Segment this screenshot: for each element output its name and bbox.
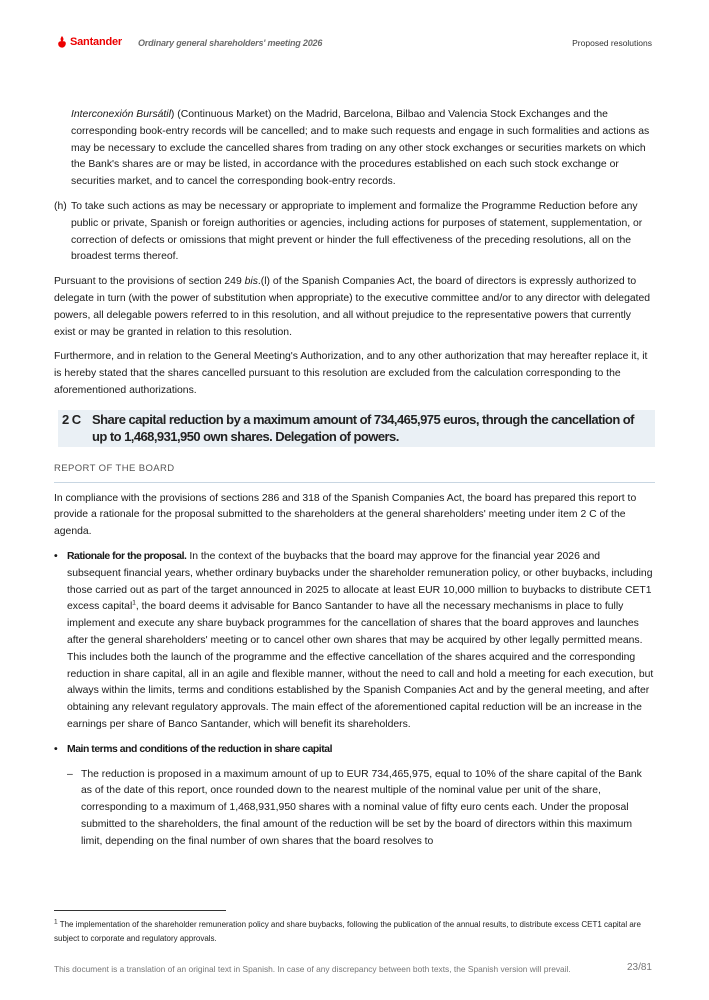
meeting-title: Ordinary general shareholders' meeting 2026	[138, 38, 323, 48]
italic-term: Interconexión Bursátil	[71, 109, 171, 120]
section-title: Share capital reduction by a maximum amount of 734,465,975 euros, through the cancellation of up to 1,468,931,950 own shares. Delegation of powers.	[92, 411, 634, 444]
document-body	[54, 107, 655, 850]
rationale-text-a: In the context of the buybacks that the board may approve for the financial year 2026 and subsequent financial years, whether ordinary buybacks under the shareholder remuneration policy, or other buybacks, including those carried out as part of the target announced in 2025 to allocate at least EUR 10,000 million to buybacks to distribute CET1 excess capital	[67, 550, 653, 613]
report-intro: In compliance with the provisions of sections 286 and 318 of the Spanish Companies Act, the board has prepared this report to provide a rationale for the proposal submitted to the shareholders at the general shareholders' meeting under item 2 C of the agenda.	[54, 492, 637, 538]
report-heading: REPORT OF THE BOARD	[54, 461, 655, 483]
list-item-h-text: To take such actions as may be necessary or appropriate to implement and formalize the Programme Reduction before any public or private, Spanish or foreign authorities or agencies, including actions for purposes of statement, supplementation, or correction of defects or omissions that might prevent or hinder the full effectiveness of the preceding resolutions, all on the broadest terms thereof.	[71, 200, 643, 263]
rationale-text-b: , the board deems it advisable for Banco Santander to have all the necessary mechanisms in place to fully implement and execute any share buyback programmes for the cancellation of shares that the board approves and launches after the general shareholders' meeting or to cancel other own shares that may be acquired by other legally permitted means. This includes both the launch of the programme and the effective cancellation of the shares acquired and the corresponding reduction in share capital, all in an agile and flexible manner, without the need to call and hold a meeting for each execution, but always within the limits, terms and conditions established by the Spanish Companies Act and by the general meeting, and after obtaining any relevant regulatory approvals. The main effect of the aforementioned capital reduction will be an increase in the earnings per share of Banco Santander, which will benefit its shareholders.	[67, 601, 654, 730]
page-header	[0, 0, 709, 60]
footnote	[54, 918, 655, 945]
list-marker-h: (h)	[54, 200, 67, 212]
footer-disclaimer: This document is a translation of an original text in Spanish. In case of any discrepancy between both texts, the Spanish version will prevail.	[54, 964, 571, 974]
paragraph-delegation-b: .(l) of the Spanish Companies Act, the board of directors is expressly authorized to delegate in turn (with the power of substitution when appropriate) to the executive committee and/or to any director with delegated powers, all delegable powers referred to in this resolution, and all without prejudice to the representative powers that currently exist or may be granted in relation to this resolution.	[54, 276, 651, 338]
list-item-h	[54, 199, 655, 266]
dash-marker: –	[67, 768, 73, 780]
dash-item-reduction	[54, 767, 655, 851]
footnote-ref: 1	[132, 599, 136, 607]
page-number: 23/81	[626, 962, 652, 973]
santander-flame-icon	[57, 36, 67, 48]
brand-name: Santander	[70, 36, 122, 48]
bullet-rationale	[54, 549, 655, 734]
footnote-divider	[54, 910, 226, 911]
santander-logo	[57, 36, 122, 48]
bullet-marker: •	[54, 550, 58, 562]
dash-item-text: The reduction is proposed in a maximum amount of up to EUR 734,465,975, equal to 10% of the share capital of the Bank as of the date of this report, once rounded down to the nearest multiple of the nominal value per unit of the share, corresponding to a maximum of 1,468,931,950 shares with a nominal value of fifty euro cents each. Under the proposal submitted to the shareholders, the final amount of the reduction will be set by the board of directors within this maximum limit, depending on the final number of own shares that the board resolves to	[81, 768, 642, 847]
paragraph-g-text: ) (Continuous Market) on the Madrid, Barcelona, Bilbao and Valencia Stock Exchanges and the corresponding book-entry records will be cancelled; and to make such requests and engage in such formalities and actions as may be necessary to exclude the cancelled shares from trading on any other stock exchanges or securities markets on which the Bank's shares are or may be listed, in accordance with the procedures established on each such stock exchange or securities market, and to cancel the corresponding book-entry records.	[71, 109, 650, 188]
bullet-marker: •	[54, 743, 58, 755]
bullet-rationale-text	[67, 549, 655, 734]
italic-bis: bis	[244, 276, 258, 288]
paragraph-delegation	[54, 274, 655, 341]
paragraph-g-continuation	[54, 107, 655, 191]
footnote-text: The implementation of the shareholder remuneration policy and share buybacks, following the publication of the annual results, to distribute excess CET1 capital are subject to corporate and regulatory approvals.	[54, 920, 641, 943]
paragraph-delegation-a: Pursuant to the provisions of section 249	[54, 276, 245, 288]
paragraph-authorization: Furthermore, and in relation to the General Meeting's Authorization, and to any other authorization that may hereafter replace it, it is hereby stated that the shares cancelled pursuant to this resolution are excluded from the calculation corresponding to the aforementioned authorizations.	[54, 351, 648, 396]
terms-title: Main terms and conditions of the reduction in share capital	[67, 743, 333, 755]
footnote-number: 1	[54, 918, 58, 926]
section-label: Proposed resolutions	[572, 38, 652, 48]
section-number: 2 C	[62, 411, 81, 427]
rationale-title: Rationale for the proposal.	[67, 550, 187, 562]
bullet-terms	[54, 742, 655, 759]
section-heading-2c	[58, 410, 655, 447]
